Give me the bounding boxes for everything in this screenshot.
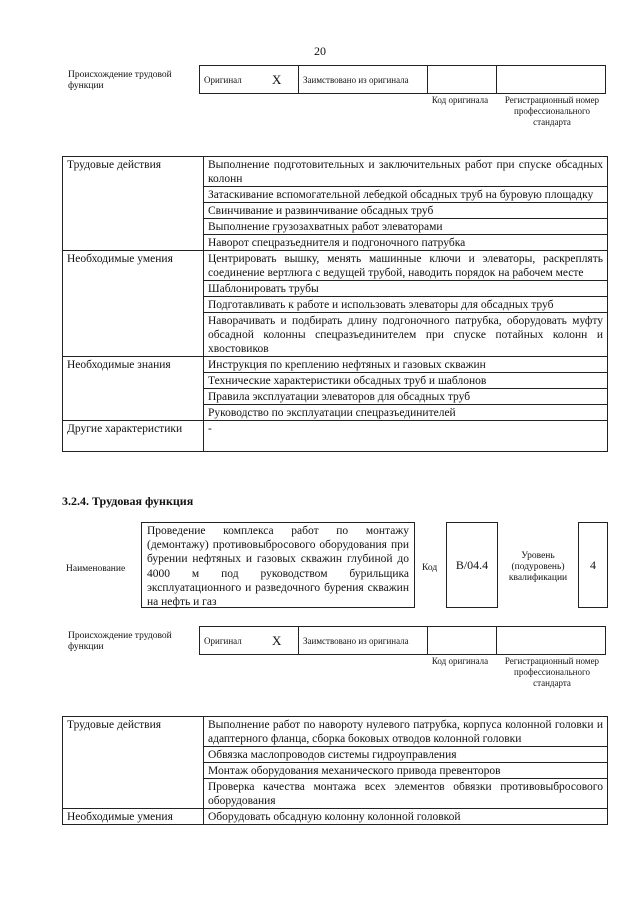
original-label: Оригинал bbox=[200, 66, 269, 94]
code-original-cell bbox=[428, 627, 497, 655]
action-row: Монтаж оборудования механического привода превенторов bbox=[204, 763, 608, 779]
borrowed-label: Заимствовано из оригинала bbox=[299, 66, 428, 94]
labor-function-table-1 bbox=[62, 156, 608, 452]
action-row: Выполнение грузозахватных работ элеваторами bbox=[204, 219, 608, 235]
action-row: Выполнение работ по навороту нулевого патрубка, корпуса колонной головки и адаптерного фланца, сборка боковых отводов колонной головки bbox=[204, 717, 608, 747]
original-mark: X bbox=[268, 627, 299, 655]
reg-number-caption: Регистрационный номер профессионального стандарта bbox=[504, 656, 600, 688]
skill-row: Центрировать вышку, менять машинные ключи и элеваторы, раскреплять соединение вертлюга с ведущей трубой, наводить порядок на рабочем месте bbox=[204, 251, 608, 281]
skill-row: Наворачивать и подбирать длину подгоночного патрубка, оборудовать муфту обсадной колонны спецразъединителем при спуске потайных колонн и хвостовиков bbox=[204, 313, 608, 357]
reg-number-cell bbox=[497, 627, 606, 655]
skills-label: Необходимые умения bbox=[63, 251, 204, 357]
function-code: B/04.4 bbox=[446, 522, 498, 608]
code-original-cell bbox=[428, 66, 497, 94]
code-original-caption: Код оригинала bbox=[431, 95, 489, 105]
action-row: Затаскивание вспомогательной лебедкой обсадных труб на буровую площадку bbox=[204, 187, 608, 203]
page-number: 20 bbox=[314, 44, 326, 58]
skill-row: Шаблонировать трубы bbox=[204, 281, 608, 297]
other-label: Другие характеристики bbox=[63, 421, 204, 452]
skill-row: Подготавливать к работе и использовать элеваторы для обсадных труб bbox=[204, 297, 608, 313]
action-row: Наворот спецразъеднителя и подгоночного патрубка bbox=[204, 235, 608, 251]
knowledge-label: Необходимые знания bbox=[63, 357, 204, 421]
actions-label: Трудовые действия bbox=[63, 157, 204, 251]
knowledge-row: Правила эксплуатации элеваторов для обсадных труб bbox=[204, 389, 608, 405]
code-original-caption: Код оригинала bbox=[431, 656, 489, 666]
level-label: Уровень (подуровень) квалификации bbox=[508, 551, 568, 583]
action-row: Выполнение подготовительных и заключительных работ при спуске обсадных колонн bbox=[204, 157, 608, 187]
reg-number-caption: Регистрационный номер профессионального стандарта bbox=[504, 95, 600, 127]
original-mark: X bbox=[268, 66, 299, 94]
level-value: 4 bbox=[578, 522, 608, 608]
knowledge-row: Инструкция по креплению нефтяных и газовых скважин bbox=[204, 357, 608, 373]
code-label: Код bbox=[422, 563, 438, 573]
knowledge-row: Руководство по эксплуатации спецразъединителей bbox=[204, 405, 608, 421]
skills-label: Необходимые умения bbox=[63, 809, 204, 825]
action-row: Свинчивание и развинчивание обсадных труб bbox=[204, 203, 608, 219]
borrowed-label: Заимствовано из оригинала bbox=[299, 627, 428, 655]
other-value: - bbox=[204, 421, 608, 452]
origin-label: Происхождение трудовой функции bbox=[68, 70, 172, 91]
origin-table bbox=[199, 65, 606, 94]
name-label: Наименование bbox=[66, 564, 126, 574]
section-title: 3.2.4. Трудовая функция bbox=[62, 494, 194, 508]
knowledge-row: Технические характеристики обсадных труб и шаблонов bbox=[204, 373, 608, 389]
reg-number-cell bbox=[497, 66, 606, 94]
labor-function-table-2 bbox=[62, 716, 608, 825]
action-row: Обвязка маслопроводов системы гидроуправления bbox=[204, 747, 608, 763]
function-name: Проведение комплекса работ по монтажу (демонтажу) противовыбросового оборудования при бурении нефтяных и газовых скважин глубиной до 4000 м под руководством бурильщика эксплуатационного и разведочного бурения скважин на нефть и газ bbox=[141, 522, 415, 608]
skill-row: Оборудовать обсадную колонну колонной головкой bbox=[204, 809, 608, 825]
original-label: Оригинал bbox=[200, 627, 269, 655]
action-row: Проверка качества монтажа всех элементов обвязки противовыбросового оборудования bbox=[204, 779, 608, 809]
actions-label: Трудовые действия bbox=[63, 717, 204, 809]
origin-table bbox=[199, 626, 606, 655]
origin-label: Происхождение трудовой функции bbox=[68, 631, 172, 652]
